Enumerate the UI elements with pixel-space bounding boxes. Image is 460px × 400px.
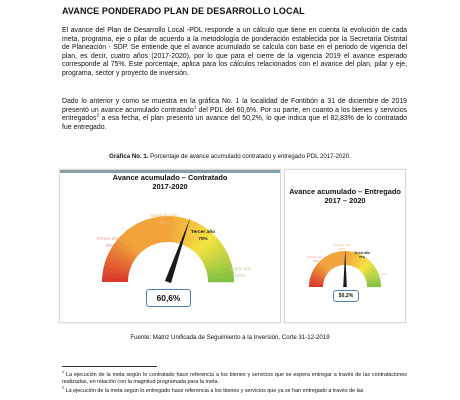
band-pct-primer: 25% — [312, 259, 320, 263]
gauge-title-contratado-line2: 2017-2020 — [152, 182, 188, 191]
band-label-primer: Primer año — [96, 236, 120, 241]
gauge-card-entregado — [284, 169, 406, 323]
band-pct-cuarto: 100% — [375, 276, 383, 280]
gauge-title-entregado-line1: Avance acumulado – Entregado — [289, 187, 401, 196]
footnote-1-text: La ejecución de la meta según lo contratado hace referencia a los bienes y servicios que se espera entregar a través de las contrataciones realizadas, en relación con la magnitud programada para la meta. — [62, 372, 407, 385]
figure-source: Fuente: Matriz Unificada de Seguimiento a la Inversión, Corte 31-12-2019 — [130, 334, 330, 341]
band-pct-tercer: 75% — [358, 255, 366, 259]
footnote-2 — [62, 388, 407, 395]
gauge-value-contratado: 60,6% — [146, 289, 191, 307]
gauge-value-entregado: 50,2% — [333, 290, 359, 302]
footnote-1-mark: 1 — [62, 370, 65, 375]
band-pct-tercer: 75% — [198, 236, 208, 241]
paragraph-results-part2: del PDL del 60,6%. Por su parte, en cuanto a los bienes y servicios entregados — [62, 106, 407, 123]
gauge-card-contratado — [59, 169, 281, 323]
band-label-tercer: Tercer año — [190, 230, 216, 235]
band-label-primer: Primer año — [307, 255, 323, 259]
footnote-2-mark: 2 — [62, 386, 65, 391]
gauge-title-contratado-line1: Avance acumulado – Contratado — [112, 173, 228, 182]
paragraph-results-part1: Dado lo anterior y como se muestra en la gráfica No. 1 la localidad de Fontibón a 31 de diciembre de 2019 presentó un avance acumulado contratado — [62, 98, 407, 114]
paragraph-results-part3: a esa fecha, el plan presentó un avance del 50,2%, lo que indica que el 82,83% de lo contratado fue entregado. — [62, 115, 407, 131]
footnote-ref-2: 2 — [96, 113, 100, 119]
band-label-cuarto: Cuarto año — [228, 266, 252, 271]
footnote-separator — [62, 366, 157, 367]
figure-caption — [0, 153, 460, 160]
footnote-1 — [62, 372, 407, 385]
paragraph-methodology: El avance del Plan de Desarrollo Local -PDL responde a un cálculo que tiene en cuenta la evolución de cada meta, programa, eje o pilar de acuerdo a la metodología de ponderación establecida por la Secretaría Distrital de Planeación - SDP. Se entiende que el avance acumulado se calcula con base en el periodo de vigencia del plan, es decir, cuatro años (2017-2020), por lo que para el cierre de la vigencia 2019 el avance esperado corresponde al 75%. Este porcentaje, aplica para los cálculos relacionados con el avance del plan, pilar y eje, programa, sector y proyecto de inversión. — [62, 27, 407, 77]
paragraph-results — [62, 98, 407, 132]
band-label-cuarto: Cuarto año — [371, 272, 387, 276]
band-label-segundo: Segundo año — [150, 213, 178, 218]
gauge-title-entregado-line2: 2017 – 2020 — [324, 196, 366, 205]
band-pct-segundo: 50% — [338, 247, 346, 251]
section-heading: AVANCE PONDERADO PLAN DE DESARROLLO LOCAL — [62, 6, 305, 16]
band-label-segundo: Segundo año — [333, 243, 351, 247]
band-pct-cuarto: 100% — [234, 273, 246, 278]
band-label-tercer: Tercer año — [353, 251, 371, 255]
footnote-ref-1: 1 — [193, 105, 197, 111]
footnote-2-text: La ejecución de la meta según lo entregado hace referencia a los bienes y servicios que ya se han entregado a través de las — [64, 388, 364, 394]
figure-caption-text: Porcentaje de avance acumulado contratado y entregado PDL 2017-2020. — [148, 153, 351, 160]
band-pct-primer: 25% — [105, 243, 115, 248]
figure-caption-label: Gráfica No. 1. — [109, 153, 149, 160]
band-pct-segundo: 50% — [159, 220, 169, 225]
